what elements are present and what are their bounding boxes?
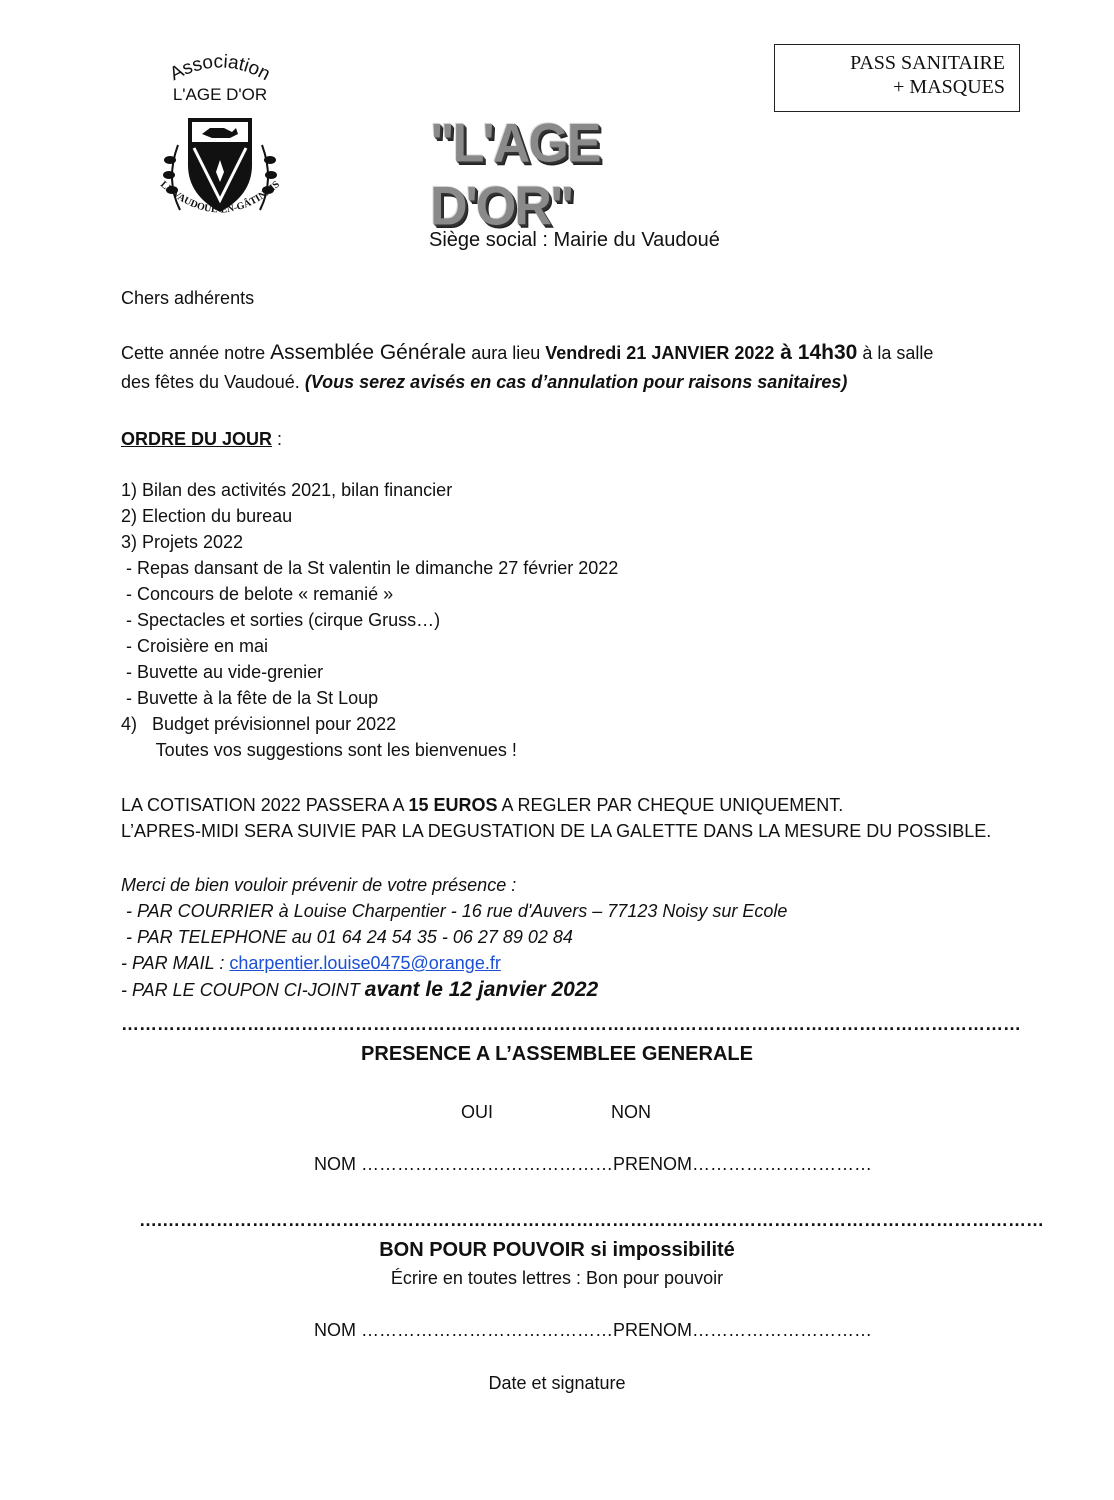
contact-mail-line — [121, 950, 501, 976]
list-item: 1) Bilan des activités 2021, bilan financier — [121, 480, 453, 500]
cotisation-amount: 15 EUROS — [408, 795, 498, 815]
list-item: - Buvette à la fête de la St Loup — [121, 688, 379, 708]
presence-nom-prenom[interactable]: NOM ……………………………………PRENOM………………………… — [314, 1154, 872, 1174]
pass-line-2: + MASQUES — [893, 76, 1005, 98]
svg-text:Association — [167, 51, 274, 85]
date-signature: Date et signature — [488, 1373, 626, 1393]
deadline-text: avant le 12 janvier 2022 — [364, 978, 599, 1001]
logo-top-text: Association — [166, 51, 274, 86]
ordre-label: ORDRE DU JOUR — [121, 429, 273, 449]
list-item: - Buvette au vide-grenier — [121, 662, 324, 682]
pouvoir-title: BON POUR POUVOIR si impossibilité — [379, 1239, 735, 1261]
pass-line-1: PASS SANITAIRE — [850, 52, 1005, 74]
intro-a: à — [774, 341, 798, 364]
contact-intro: Merci de bien vouloir prévenir de votre présence : — [121, 875, 517, 895]
list-item: Toutes vos suggestions sont les bienvenues ! — [121, 740, 517, 760]
galette-line: L’APRES-MIDI SERA SUIVIE PAR LA DEGUSTATION DE LA GALETTE DANS LA MESURE DU POSSIBLE. — [121, 821, 992, 841]
coupon-text: - PAR LE COUPON CI-JOINT — [121, 980, 365, 1000]
association-logo — [150, 50, 290, 240]
oui-option[interactable]: OUI — [461, 1102, 494, 1122]
separator-dotted-2: ….………………………………………………………………………………………………………………………………… — [139, 1210, 1045, 1230]
intro-text-2: aura lieu — [466, 343, 546, 363]
siege-social: Siège social : Mairie du Vaudoué — [429, 229, 720, 251]
separator-dotted: …………………………………………………………………………………………………………………………………… — [121, 1014, 1021, 1034]
intro-line2-italic: (Vous serez avisés en cas d’annulation pour raisons sanitaires) — [304, 372, 848, 392]
cotisation-line — [121, 792, 843, 818]
list-item: - Croisière en mai — [121, 636, 269, 656]
list-item: 4) Budget prévisionnel pour 2022 — [121, 714, 397, 734]
cotisation-text-2: A REGLER PAR CHEQUE UNIQUEMENT. — [497, 795, 844, 815]
logo-sub-text: L'AGE D'OR — [172, 85, 268, 104]
email-link[interactable]: charpentier.louise0475@orange.fr — [229, 953, 501, 973]
greeting: Chers adhérents — [121, 288, 255, 308]
intro-date: Vendredi 21 JANVIER 2022 — [545, 343, 775, 363]
pouvoir-instruction: Écrire en toutes lettres : Bon pour pouvoir — [390, 1268, 724, 1288]
list-item: 2) Election du bureau — [121, 506, 293, 526]
intro-line-1 — [121, 340, 933, 366]
agenda-list — [121, 477, 618, 763]
intro-time: 14h30 — [797, 341, 858, 364]
list-item: - Spectacles et sorties (cirque Gruss…) — [121, 610, 441, 630]
title-wordart: "L'AGE D'OR" — [430, 113, 600, 238]
contact-coupon-line — [121, 977, 598, 1003]
contact-courrier: - PAR COURRIER à Louise Charpentier - 16 rue d'Auvers – 77123 Noisy sur Ecole — [121, 901, 788, 921]
mail-label: - PAR MAIL : — [121, 953, 230, 973]
contact-telephone: - PAR TELEPHONE au 01 64 24 54 35 - 06 27 89 02 84 — [121, 927, 573, 947]
non-option[interactable]: NON — [611, 1102, 651, 1122]
ordre-suffix: : — [272, 429, 283, 449]
pouvoir-nom-prenom[interactable]: NOM ……………………………………PRENOM………………………… — [314, 1320, 872, 1340]
intro-line2-start: des fêtes du Vaudoué. — [121, 372, 305, 392]
intro-ag: Assemblée Générale — [270, 341, 467, 364]
intro-line-2 — [121, 369, 847, 395]
logo-bottom-text: LE VAUDOUÉ-EN-GÂTINAIS — [158, 179, 282, 216]
list-item: - Concours de belote « remanié » — [121, 584, 394, 604]
presence-title: PRESENCE A L’ASSEMBLEE GENERALE — [361, 1043, 753, 1065]
ordre-du-jour — [121, 426, 282, 452]
intro-text-1: Cette année notre — [121, 343, 271, 363]
pass-sanitaire-box — [774, 44, 1020, 112]
list-item: 3) Projets 2022 — [121, 532, 244, 552]
list-item: - Repas dansant de la St valentin le dimanche 27 février 2022 — [121, 558, 619, 578]
cotisation-text-1: LA COTISATION 2022 PASSERA A — [121, 795, 409, 815]
crest-icon — [150, 50, 290, 240]
intro-text-3: à la salle — [857, 343, 934, 363]
